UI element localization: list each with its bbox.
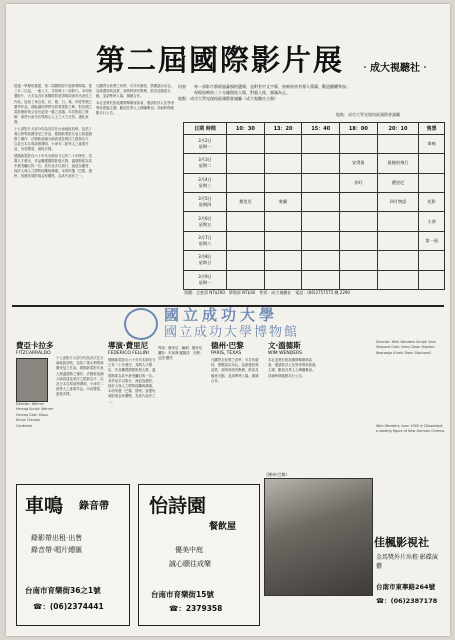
- film-credits: Wim Wenders, born 1945 in Düsseldorf, a leading figure of New German Cinema.: [376, 424, 446, 434]
- film-title: 導演‧費里尼: [108, 341, 149, 350]
- film-description: 十七部影片大部分均為首次在台南地區放映，包括了義大利導演費里尼之作品、德國新電影代表人物溫德斯之傑作、法國新浪潮大師高達及楚浮之經典名片，以及日本名導演黑澤明、小津安二郎等人之重要作品，內容豐富，風格多樣。: [56, 356, 104, 397]
- film-heading: [268, 340, 302, 356]
- ad-shop-name: 怡詩園: [149, 495, 207, 517]
- film-cell: [377, 231, 419, 250]
- film-cell: [340, 212, 378, 231]
- schedule-row: [184, 154, 445, 173]
- schedule-footer: 票價：全套票 NT$200 單場票 NT$30 售票：成大視聽社 電話：(06)2757575 轉 2290: [184, 290, 350, 295]
- date-text: 3月8日: [198, 254, 212, 260]
- film-cell: [264, 134, 302, 153]
- film-cell: [340, 251, 378, 270]
- film-cell: [227, 270, 265, 289]
- ad-address: 台南市育樂街36之1號: [25, 586, 101, 595]
- film-cell: [340, 270, 378, 289]
- film-cell: [264, 212, 302, 231]
- film-cell: [419, 251, 445, 270]
- intro-paragraph: 本社並將於影展期間舉辦座談會，邀請影評人及學者專家蒞臨主講，歡迎各界人士踴躍參加。詳細時間地點另行公告。: [96, 100, 174, 116]
- date-text: 3月9日: [198, 273, 212, 279]
- date-cell: [184, 154, 227, 173]
- film-cell: [264, 154, 302, 173]
- film-cell: 你好: [340, 173, 378, 192]
- date-text: 3月4日: [198, 176, 212, 182]
- film-credits: Director: Wim Wenders Script: Sam Shepard Cast: Harry Dean Stanton Nastassja Kinski Dean Stockwell: [376, 340, 436, 355]
- film-cell: [377, 251, 419, 270]
- schedule-header-row: [184, 123, 445, 135]
- day-text: 星期一: [198, 144, 212, 150]
- intro-paragraph: 十七部影片大部分均為首次在台南地區放映，包括了義大利導演費里尼之作品、德國新電影代表人物溫德斯之傑作、法國新浪潮大師高達及楚浮之經典名片，以及日本名導演黑澤明、小津安二郎等人之重要作品，內容豐富，風格多樣。: [14, 126, 92, 152]
- ad-shop-name: 車鳴: [25, 495, 64, 517]
- intro-paragraph: 經過一學期的籌畫，第二屆國際影片展即將開幕，從三月二日起，一連八天，共放映十二部影片。本屆所選影片，大多為近年來國際影展得獎或深具代表性之作品，包括了來自美、法、德、日、義、印度等國之優秀作品，期能讓同學們在欣賞電影之餘，對各國之電影藝術與文化有更深一層之認識。本次影展之舉辦，承蒙台南市各界熱心人士之大力支持，謹此致謝。: [14, 84, 92, 125]
- time-header: 13：20: [264, 123, 302, 135]
- film-cell: [264, 231, 302, 250]
- film-cell: [302, 134, 340, 153]
- film-cell: [340, 231, 378, 250]
- film-title: 文‧溫德斯: [268, 341, 301, 350]
- date-text: 3月7日: [198, 234, 212, 240]
- date-text: 3月6日: [198, 215, 212, 221]
- date-text: 3月3日: [198, 157, 212, 163]
- ad-shop-name: 佳楓影視社: [374, 536, 429, 549]
- date-cell: [184, 270, 227, 289]
- notice-line: 地點：成功大學光復校區國際會議廳（成大視聽社主辦）: [178, 96, 278, 101]
- film-cell: [377, 134, 419, 153]
- film-english-title: FEDERICO FELLINI: [108, 351, 149, 356]
- film-heading: [16, 340, 54, 356]
- still-caption: 《德州‧巴黎》: [264, 472, 290, 477]
- intro-paragraph: 凡購買全套票之同學，可享有優待，票價請洽本社。為維護放映品質，放映時請勿吸煙、飲食及隨意走動，並請準時入場，謝謝合作。: [96, 84, 174, 99]
- film-heading: [108, 340, 149, 356]
- page-title: 第二屆國際影片展: [96, 43, 345, 77]
- day-text: 星期一: [198, 279, 212, 285]
- film-description: 凡購買全套票之同學，可享有優待，票價請洽本社。為維護放映品質，放映時請勿吸煙、飲食及隨意走動，並請準時入場，謝謝合作。: [211, 358, 259, 383]
- film-cell: 小津: [419, 212, 445, 231]
- time-header: 售票: [419, 123, 445, 135]
- film-description: 本社並將於影展期間舉辦座談會，邀請影評人及學者專家蒞臨主講，歡迎各界人士踴躍參加。詳細時間地點另行公告。: [268, 358, 316, 378]
- film-cell: [302, 270, 340, 289]
- schedule-row: [184, 270, 445, 289]
- poster-page: [6, 4, 450, 636]
- date-cell: [184, 212, 227, 231]
- ad-text-line: 誠心願往成樂: [169, 560, 211, 568]
- ad-text-line: 錄音帶‧唱片總匯: [31, 546, 83, 554]
- schedule-row: [184, 231, 445, 250]
- day-text: 星期四: [198, 202, 212, 208]
- organizer-label: ‧成大視聽社‧: [360, 63, 430, 74]
- ad-box: [264, 524, 442, 624]
- film-cell: [419, 173, 445, 192]
- film-description: 導演：費里尼 編劇：費里尼 攝影：朱塞佩‧羅圖諾 音樂：尼諾‧羅塔: [158, 346, 206, 361]
- ad-phone: ☎：2379358: [169, 604, 223, 613]
- film-cell: 車鳴: [419, 134, 445, 153]
- university-seal-icon: [124, 308, 158, 340]
- film-cell: [302, 193, 340, 212]
- date-cell: [184, 173, 227, 192]
- ad-phone: ☎：(06)2374441: [33, 602, 104, 611]
- day-text: 星期五: [198, 221, 212, 227]
- time-header: 15：40: [302, 123, 340, 135]
- film-cell: [419, 270, 445, 289]
- ad-address: 台南市東寧路264號: [376, 583, 436, 591]
- museum-watermark: [124, 304, 334, 338]
- film-cell: [302, 173, 340, 192]
- film-cell: [419, 154, 445, 173]
- schedule-row: [184, 212, 445, 231]
- film-cell: [227, 212, 265, 231]
- ad-phone: ☎：(06)2387178: [376, 597, 438, 605]
- schedule-note: 地點：成功大學光復校區國際會議廳: [336, 112, 400, 117]
- film-cell: 費里尼: [227, 193, 265, 212]
- intro-paragraph: 德國新電影自六十年代末期至今已有二十年歷史，其間人才輩出，作品屢獲國際影展大獎，溫德斯即為其中最受矚目的一位。其作品多以旅行、流浪為題材，探討人與人之間的疏離與溝通。本屆所選「巴黎，德州」曾獲坎城影展金棕櫚獎，為其代表作之一。: [14, 153, 92, 179]
- film-heading: [211, 340, 244, 356]
- notice-line: 內容 每一部影片都經過審慎的選擇，並附有中文字幕，放映前皆有專人導讀，歡迎踴躍參加。: [178, 84, 350, 89]
- film-cell: 花影: [419, 193, 445, 212]
- day-text: 星期三: [198, 182, 212, 188]
- date-text: 3月5日: [198, 196, 212, 202]
- film-cell: 最後的飛行: [377, 154, 419, 173]
- film-cell: [340, 193, 378, 212]
- film-cell: 費里尼: [377, 173, 419, 192]
- intro-column-right: [96, 84, 176, 304]
- schedule-row: [184, 134, 445, 153]
- schedule-row: [184, 251, 445, 270]
- film-title: 德州‧巴黎: [211, 341, 244, 350]
- schedule-row: [184, 193, 445, 212]
- ad-shop-type: 錄音帶: [79, 501, 109, 512]
- film-cell: [264, 270, 302, 289]
- day-text: 星期日: [198, 260, 212, 266]
- ad-text-line: 優美中庭: [175, 546, 203, 554]
- ad-text-line: 錄影帶出租‧出售: [31, 534, 83, 542]
- time-header: 20：10: [377, 123, 419, 135]
- director-photo: [16, 358, 48, 402]
- intro-column-left: [14, 84, 94, 304]
- schedule-row: [184, 173, 445, 192]
- ad-address: 台南市育樂街15號: [151, 590, 214, 599]
- film-cell: 歌劇: [264, 193, 302, 212]
- film-cell: 四月物語: [377, 193, 419, 212]
- film-cell: [377, 270, 419, 289]
- film-credits: Director: Werner Herzog Script: Werner Herzog Cast: Klaus Kinski Claudia Cardinale: [16, 402, 54, 428]
- watermark-line: 國立成功大學博物館: [164, 325, 300, 340]
- date-cell: [184, 193, 227, 212]
- film-english-title: PARIS, TEXAS: [211, 351, 242, 356]
- film-cell: 第一屆: [419, 231, 445, 250]
- ad-text-line: 金馬獎外片出租‧影碟演藝: [376, 554, 438, 570]
- notice-line: 每場放映前三十分鐘開放入場，對號入座，額滿為止。: [178, 90, 290, 95]
- film-cell: 安得魯: [340, 154, 378, 173]
- time-header: 10：30: [227, 123, 265, 135]
- film-cell: [227, 134, 265, 153]
- time-header: 18：00: [340, 123, 378, 135]
- date-cell: [184, 251, 227, 270]
- film-cell: [264, 251, 302, 270]
- film-english-title: WIM WENDERS: [268, 351, 303, 356]
- schedule-table: [183, 122, 445, 290]
- watermark-line: 國立成功大學: [164, 306, 279, 324]
- ad-box: [16, 484, 130, 626]
- date-text: 3月2日: [198, 138, 212, 144]
- film-cell: [340, 134, 378, 153]
- day-text: 星期二: [198, 163, 212, 169]
- ad-box: [138, 484, 260, 626]
- film-cell: [302, 154, 340, 173]
- film-cell: [377, 212, 419, 231]
- film-description: 德國新電影自六十年代末期至今已有二十年歷史，其間人才輩出，作品屢獲國際影展大獎，溫德斯即為其中最受矚目的一位。其作品多以旅行、流浪為題材，探討人與人之間的疏離與溝通。本屆所選「巴黎，德州」曾獲坎城影展金棕櫚獎，為其代表作之一。: [108, 358, 156, 404]
- date-cell: [184, 231, 227, 250]
- film-cell: [302, 212, 340, 231]
- film-english-title: FITZCARRALDO: [16, 351, 51, 356]
- ad-shop-type: 餐飲屋: [209, 522, 237, 532]
- film-cell: [302, 251, 340, 270]
- film-cell: [264, 173, 302, 192]
- film-cell: [227, 231, 265, 250]
- film-title: 費亞卡拉多: [16, 341, 54, 350]
- day-text: 星期六: [198, 240, 212, 246]
- film-cell: [227, 251, 265, 270]
- schedule-corner: 日期 時間: [184, 123, 227, 135]
- film-cell: [302, 231, 340, 250]
- film-cell: [227, 154, 265, 173]
- date-cell: [184, 134, 227, 153]
- notice-block: [178, 84, 448, 102]
- film-cell: [227, 173, 265, 192]
